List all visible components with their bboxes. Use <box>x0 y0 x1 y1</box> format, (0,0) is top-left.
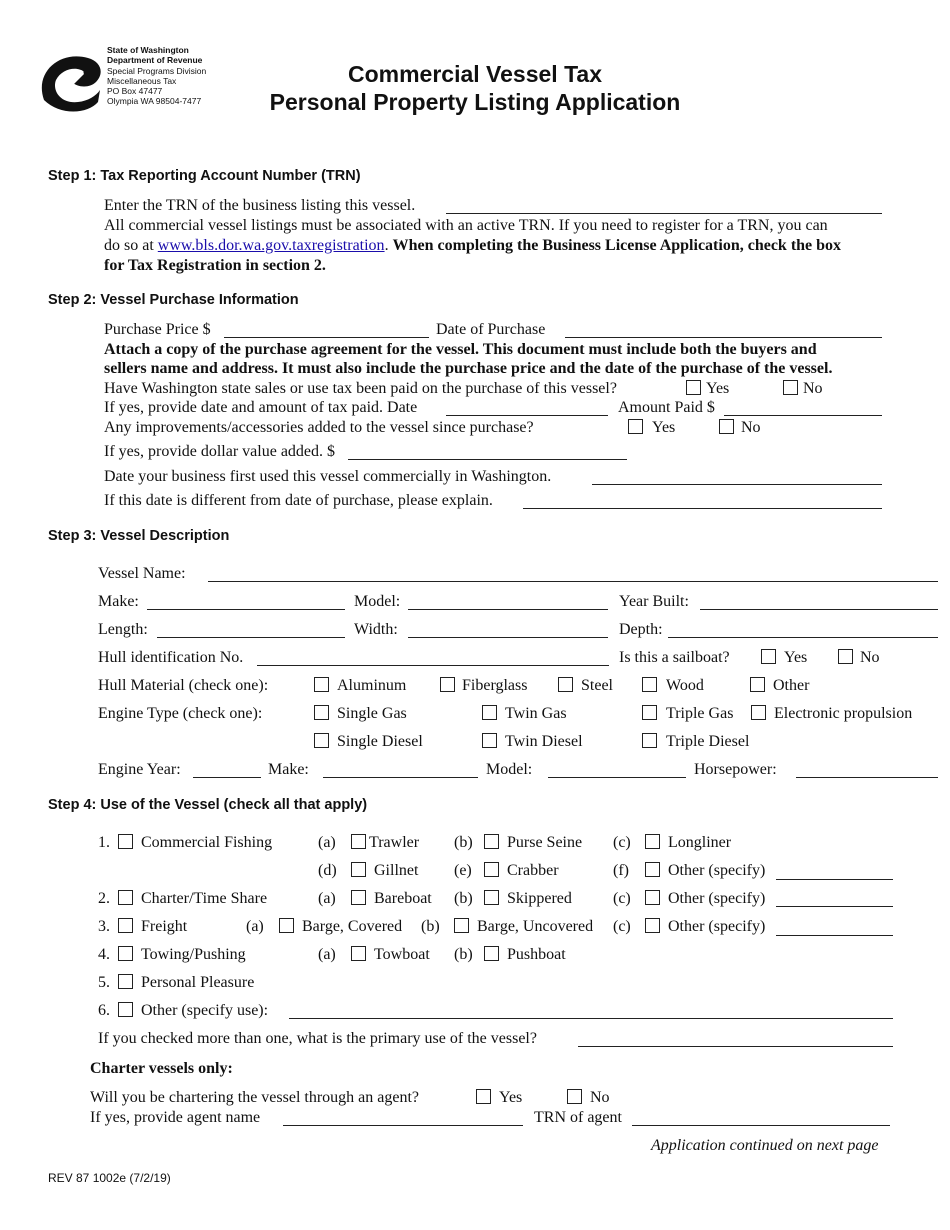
charter-other-label: Other (specify) <box>668 890 766 907</box>
taxregistration-link[interactable]: www.bls.dor.wa.gov.taxregistration <box>157 237 385 254</box>
hull-steel-label: Steel <box>581 677 613 694</box>
freight-label: Freight <box>141 918 188 935</box>
amount-paid-field[interactable] <box>724 415 882 416</box>
skippered-checkbox[interactable] <box>484 890 499 905</box>
option-letter: (b) <box>454 834 473 851</box>
explain-label: If this date is different from date of purchase, please explain. <box>104 492 493 509</box>
engine-model-field[interactable] <box>548 777 686 778</box>
other-use-label: Other (specify use): <box>141 1002 269 1019</box>
depth-field[interactable] <box>668 637 938 638</box>
barge-uncovered-checkbox[interactable] <box>454 918 469 933</box>
page-subtitle: Personal Property Listing Application <box>269 89 681 115</box>
engine-twin-gas-label: Twin Gas <box>505 705 567 722</box>
option-letter: (c) <box>613 890 631 907</box>
engine-single-diesel-checkbox[interactable] <box>314 733 329 748</box>
freight-checkbox[interactable] <box>118 918 133 933</box>
dollar-value-label: If yes, provide dollar value added. $ <box>104 443 336 460</box>
charter-other-checkbox[interactable] <box>645 890 660 905</box>
fishing-other-checkbox[interactable] <box>645 862 660 877</box>
tax-paid-yes-label: Yes <box>706 380 730 397</box>
hull-wood-checkbox[interactable] <box>642 677 657 692</box>
width-label: Width: <box>354 621 398 638</box>
engine-triple-gas-checkbox[interactable] <box>642 705 657 720</box>
freight-other-checkbox[interactable] <box>645 918 660 933</box>
engine-single-gas-label: Single Gas <box>337 705 407 722</box>
agent-question: Will you be chartering the vessel through an agent? <box>90 1089 420 1106</box>
improvements-no-checkbox[interactable] <box>719 419 734 434</box>
use-number: 1. <box>98 834 110 851</box>
agent-no-label: No <box>590 1089 610 1106</box>
date-of-purchase-field[interactable] <box>565 337 882 338</box>
engine-make-label: Make: <box>268 761 309 778</box>
make-field[interactable] <box>147 609 345 610</box>
option-letter: (e) <box>454 862 472 879</box>
hull-fiberglass-label: Fiberglass <box>462 677 528 694</box>
agent-name-label: If yes, provide agent name <box>90 1109 261 1126</box>
gillnet-checkbox[interactable] <box>351 862 366 877</box>
bareboat-label: Bareboat <box>374 890 432 907</box>
make-label: Make: <box>98 593 139 610</box>
towboat-checkbox[interactable] <box>351 946 366 961</box>
agent-name-field[interactable] <box>283 1125 523 1126</box>
date-of-purchase-label: Date of Purchase <box>436 321 546 338</box>
trn-note-prefix: do so at <box>104 237 154 254</box>
pushboat-checkbox[interactable] <box>484 946 499 961</box>
dollar-value-field[interactable] <box>348 459 627 460</box>
skippered-label: Skippered <box>507 890 572 907</box>
sailboat-question: Is this a sailboat? <box>619 649 730 666</box>
fishing-other-label: Other (specify) <box>668 862 766 879</box>
use-number: 6. <box>98 1002 110 1019</box>
sailboat-no-label: No <box>860 649 880 666</box>
hull-aluminum-checkbox[interactable] <box>314 677 329 692</box>
gillnet-label: Gillnet <box>374 862 419 879</box>
charter-label: Charter/Time Share <box>141 890 268 907</box>
trn-note-bold2: for Tax Registration in section 2. <box>104 257 326 274</box>
hull-steel-checkbox[interactable] <box>558 677 573 692</box>
option-letter: (b) <box>421 918 440 935</box>
engine-twin-diesel-checkbox[interactable] <box>482 733 497 748</box>
barge-uncovered-label: Barge, Uncovered <box>477 918 594 935</box>
explain-field[interactable] <box>523 508 882 509</box>
horsepower-label: Horsepower: <box>694 761 777 778</box>
trn-field[interactable] <box>446 213 882 214</box>
step3-heading: Step 3: Vessel Description <box>48 528 230 544</box>
option-letter: (c) <box>613 834 631 851</box>
hull-wood-label: Wood <box>666 677 704 694</box>
option-letter: (c) <box>613 918 631 935</box>
towing-label: Towing/Pushing <box>141 946 246 963</box>
option-letter: (a) <box>318 890 336 907</box>
amount-paid-label: Amount Paid $ <box>618 399 715 416</box>
agent-trn-field[interactable] <box>632 1125 890 1126</box>
trn-note: All commercial vessel listings must be associated with an active TRN. If you need to register for a TRN, you can <box>104 217 828 234</box>
barge-covered-label: Barge, Covered <box>302 918 403 935</box>
engine-year-label: Engine Year: <box>98 761 181 778</box>
vessel-name-field[interactable] <box>208 581 938 582</box>
agency-line: Miscellaneous Tax <box>107 75 177 86</box>
improvements-yes-checkbox[interactable] <box>628 419 643 434</box>
freight-other-field[interactable] <box>776 935 893 936</box>
tax-paid-date-label: If yes, provide date and amount of tax paid. Date <box>104 399 418 416</box>
other-use-checkbox[interactable] <box>118 1002 133 1017</box>
year-built-field[interactable] <box>700 609 938 610</box>
option-letter: (a) <box>246 918 264 935</box>
option-letter: (b) <box>454 946 473 963</box>
agency-line: Olympia WA 98504-7477 <box>107 96 202 107</box>
agent-trn-label: TRN of agent <box>534 1109 622 1126</box>
tax-paid-no-label: No <box>803 380 823 397</box>
engine-triple-gas-label: Triple Gas <box>666 705 734 722</box>
improvements-no-label: No <box>741 419 761 436</box>
improvements-yes-label: Yes <box>652 419 676 436</box>
vessel-name-label: Vessel Name: <box>98 565 186 582</box>
crabber-label: Crabber <box>507 862 559 879</box>
purchase-price-label: Purchase Price $ <box>104 321 211 338</box>
engine-triple-diesel-checkbox[interactable] <box>642 733 657 748</box>
model-field[interactable] <box>408 609 608 610</box>
charter-other-field[interactable] <box>776 906 893 907</box>
purse-seine-checkbox[interactable] <box>484 834 499 849</box>
engine-twin-gas-checkbox[interactable] <box>482 705 497 720</box>
length-field[interactable] <box>157 637 345 638</box>
use-number: 4. <box>98 946 110 963</box>
engine-electronic-label: Electronic propulsion <box>774 705 913 722</box>
sailboat-yes-checkbox[interactable] <box>761 649 776 664</box>
engine-make-field[interactable] <box>323 777 478 778</box>
sailboat-no-checkbox[interactable] <box>838 649 853 664</box>
hull-id-label: Hull identification No. <box>98 649 244 666</box>
length-label: Length: <box>98 621 148 638</box>
attach-note-2: sellers name and address. It must also include the purchase price and the date of the purchase of the vessel. <box>104 360 833 377</box>
first-used-field[interactable] <box>592 484 882 485</box>
trn-note-line2: do so at www.bls.dor.wa.gov.taxregistration. When completing the Business License Application, check the box <box>104 237 842 254</box>
hull-other-label: Other <box>773 677 810 694</box>
other-use-field[interactable] <box>289 1018 893 1019</box>
option-letter: (f) <box>613 862 629 879</box>
use-number: 5. <box>98 974 110 991</box>
engine-twin-diesel-label: Twin Diesel <box>505 733 583 750</box>
hull-fiberglass-checkbox[interactable] <box>440 677 455 692</box>
first-used-label: Date your business first used this vessel commercially in Washington. <box>104 468 552 485</box>
purse-seine-label: Purse Seine <box>507 834 583 851</box>
tax-paid-date-field[interactable] <box>446 415 608 416</box>
tax-paid-yes-checkbox[interactable] <box>686 380 701 395</box>
freight-other-label: Other (specify) <box>668 918 766 935</box>
longliner-checkbox[interactable] <box>645 834 660 849</box>
engine-single-gas-checkbox[interactable] <box>314 705 329 720</box>
trawler-checkbox[interactable] <box>351 834 366 849</box>
engine-model-label: Model: <box>486 761 533 778</box>
pleasure-checkbox[interactable] <box>118 974 133 989</box>
hull-other-checkbox[interactable] <box>750 677 765 692</box>
step1-heading: Step 1: Tax Reporting Account Number (TRN) <box>48 168 361 184</box>
trn-note-bold: When completing the Business License Application, check the box <box>392 237 842 254</box>
primary-use-label: If you checked more than one, what is the primary use of the vessel? <box>98 1030 537 1047</box>
barge-covered-checkbox[interactable] <box>279 918 294 933</box>
option-letter: (b) <box>454 890 473 907</box>
bareboat-checkbox[interactable] <box>351 890 366 905</box>
use-number: 2. <box>98 890 110 907</box>
purchase-price-field[interactable] <box>224 337 429 338</box>
longliner-label: Longliner <box>668 834 732 851</box>
agent-no-checkbox[interactable] <box>567 1089 582 1104</box>
option-letter: (d) <box>318 862 337 879</box>
improvements-question: Any improvements/accessories added to the vessel since purchase? <box>104 419 534 436</box>
step2-heading: Step 2: Vessel Purchase Information <box>48 292 299 308</box>
step4-heading: Step 4: Use of the Vessel (check all that apply) <box>48 797 368 813</box>
hull-aluminum-label: Aluminum <box>337 677 407 694</box>
trawler-label: Trawler <box>369 834 420 851</box>
sailboat-yes-label: Yes <box>784 649 808 666</box>
option-letter: (a) <box>318 946 336 963</box>
depth-label: Depth: <box>619 621 663 638</box>
page-title: Commercial Vessel Tax <box>348 61 602 87</box>
agent-yes-label: Yes <box>499 1089 523 1106</box>
dor-logo <box>38 52 104 114</box>
engine-electronic-checkbox[interactable] <box>751 705 766 720</box>
use-number: 3. <box>98 918 110 935</box>
crabber-checkbox[interactable] <box>484 862 499 877</box>
tax-paid-no-checkbox[interactable] <box>783 380 798 395</box>
pleasure-label: Personal Pleasure <box>141 974 255 991</box>
commercial-fishing-label: Commercial Fishing <box>141 834 273 851</box>
agency-line: Department of Revenue <box>107 55 203 66</box>
towing-checkbox[interactable] <box>118 946 133 961</box>
year-built-label: Year Built: <box>619 593 689 610</box>
hull-material-label: Hull Material (check one): <box>98 677 269 694</box>
form-id: REV 87 1002e (7/2/19) <box>48 1171 171 1185</box>
engine-single-diesel-label: Single Diesel <box>337 733 423 750</box>
continued-note: Application continued on next page <box>651 1137 879 1154</box>
commercial-fishing-checkbox[interactable] <box>118 834 133 849</box>
fishing-other-field[interactable] <box>776 879 893 880</box>
agency-line: Special Programs Division <box>107 65 207 76</box>
attach-note: Attach a copy of the purchase agreement for the vessel. This document must include both the buyers and <box>104 341 817 358</box>
option-letter: (a) <box>318 834 336 851</box>
pushboat-label: Pushboat <box>507 946 566 963</box>
width-field[interactable] <box>408 637 608 638</box>
engine-type-label: Engine Type (check one): <box>98 705 263 722</box>
charter-checkbox[interactable] <box>118 890 133 905</box>
towboat-label: Towboat <box>374 946 430 963</box>
primary-use-field[interactable] <box>578 1046 893 1047</box>
horsepower-field[interactable] <box>796 777 938 778</box>
charter-only-heading: Charter vessels only: <box>90 1060 233 1077</box>
tax-paid-question: Have Washington state sales or use tax been paid on the purchase of this vessel? <box>104 380 617 397</box>
engine-triple-diesel-label: Triple Diesel <box>666 733 750 750</box>
trn-label: Enter the TRN of the business listing this vessel. <box>104 197 416 214</box>
agency-line: State of Washington <box>107 45 189 55</box>
agency-line: PO Box 47477 <box>107 86 163 97</box>
model-label: Model: <box>354 593 401 610</box>
engine-year-field[interactable] <box>193 777 261 778</box>
hull-id-field[interactable] <box>257 665 609 666</box>
agent-yes-checkbox[interactable] <box>476 1089 491 1104</box>
